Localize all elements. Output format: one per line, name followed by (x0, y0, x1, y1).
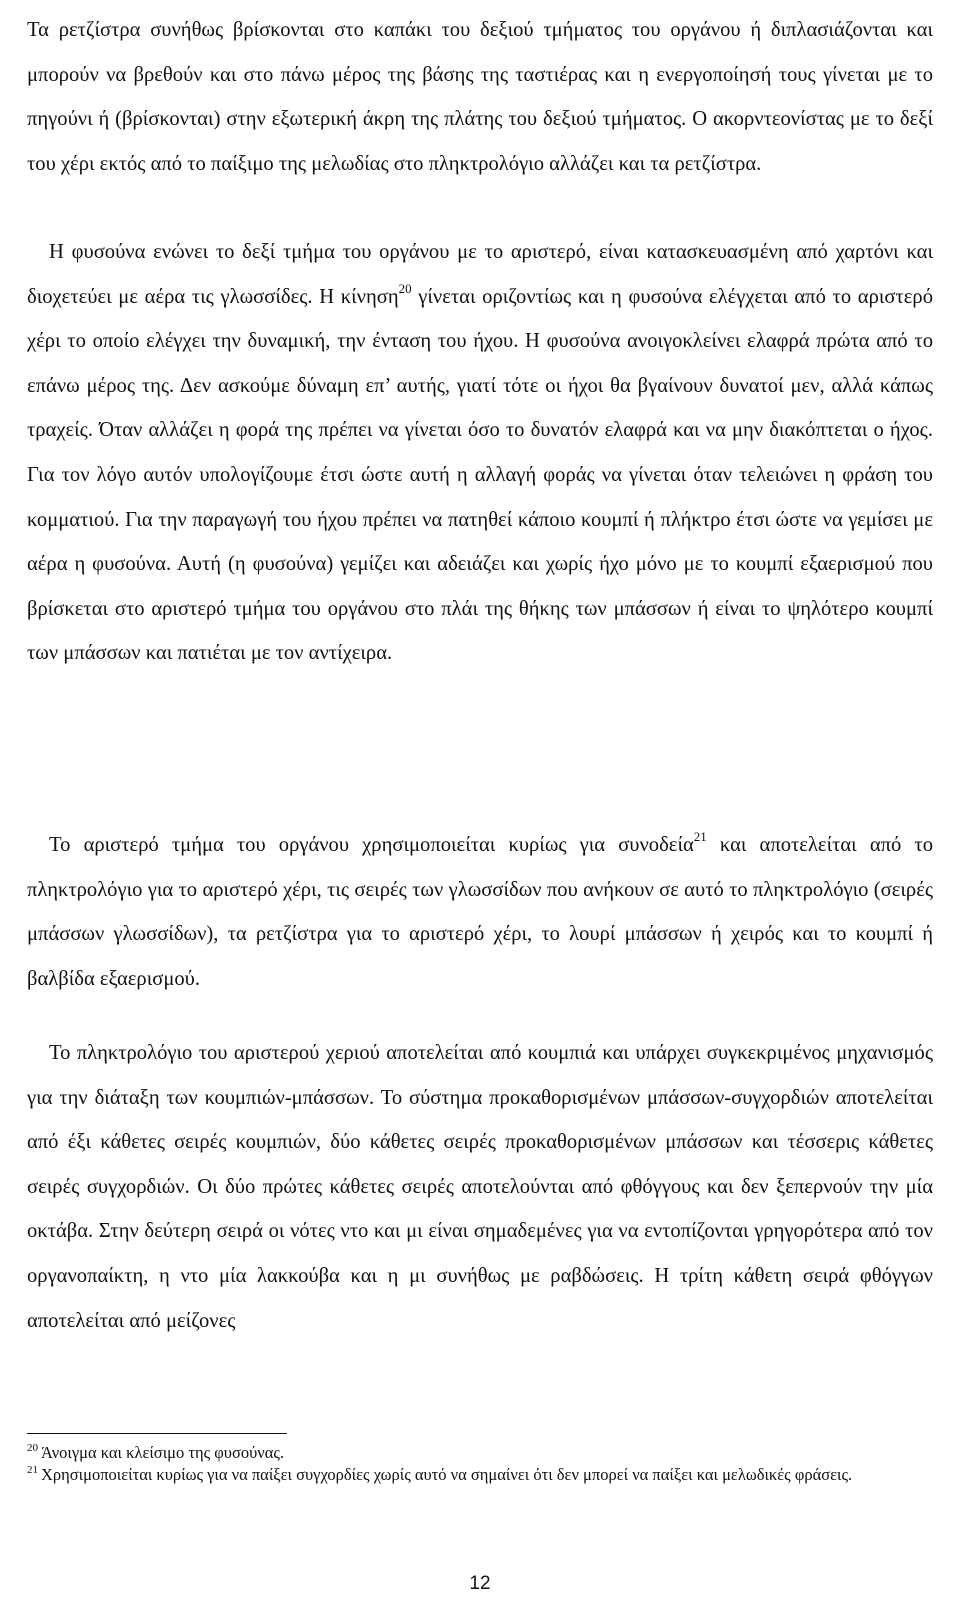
paragraph-bellows-text-b: γίνεται οριζοντίως και η φυσούνα ελέγχεται από το αριστερό χέρι το οποίο ελέγχει την δυναμική, την ένταση του ήχου. Η φυσούνα ανοιγοκλείνει ελαφρά πρώτα από το επάνω μέρος της. Δεν ασκούμε δύναμη επ’ αυτής, γιατί τότε οι ήχοι θα βγαίνουν δυνατοί μεν, αλλά κάπως τραχείς. Όταν αλλάζει η φορά της πρέπει να γίνεται όσο το δυνατόν ελαφρά και να μην διακόπτεται ο ήχος. Για τον λόγο αυτόν υπολογίζουμε έτσι ώστε αυτή η αλλαγή φοράς να γίνεται όταν τελειώνει η φράση του κομματιού. Για την παραγωγή του ήχου πρέπει να πατηθεί κάποιο κουμπί ή πλήκτρο έτσι ώστε να γεμίσει με αέρα η φυσούνα. Αυτή (η φυσούνα) γεμίζει και αδειάζει και χωρίς ήχο μόνο με το κουμπί εξαερισμού που βρίσκεται στο αριστερό τμήμα του οργάνου στο πλάι της θήκης των μπάσσων ή είναι το ψηλότερο κουμπί των μπάσσων και πατιέται με τον αντίχειρα. (27, 285, 933, 665)
footnote-text: Χρησιμοποιείται κυρίως για να παίξει συγχορδίες χωρίς αυτό να σημαίνει ότι δεν μπορεί να παίξει και μελωδικές φράσεις. (41, 1465, 853, 1484)
paragraph-left-section-text-a: Το αριστερό τμήμα του οργάνου χρησιμοποιείται κυρίως για συνοδεία (49, 834, 694, 856)
footnote-number: 21 (27, 1463, 38, 1476)
footnotes (27, 1442, 933, 1486)
footnote-ref-20: 20 (398, 280, 412, 296)
footnote-21 (27, 1464, 933, 1486)
paragraph-left-section-text-b: και αποτελείται από το πληκτρολόγιο για το αριστερό χέρι, τις σειρές των γλωσσίδων που ανήκουν σε αυτό το πληκτρολόγιο (σειρές μπάσσων γλωσσίδων), τα ρετζίστρα για το αριστερό χέρι, το λουρί μπάσσων ή χειρός και το κουμπί ή βαλβίδα εξαερισμού. (27, 834, 933, 990)
footnote-ref-21: 21 (693, 829, 707, 845)
footnote-20 (27, 1442, 933, 1464)
paragraph-registers: Τα ρετζίστρα συνήθως βρίσκονται στο καπάκι του δεξιού τμήματος του οργάνου ή διπλασιάζονται και μπορούν να βρεθούν και στο πάνω μέρος της βάσης της ταστιέρας και η ενεργοποίησή τους γίνεται με το πηγούνι ή (βρίσκονται) στην εξωτερική άκρη της πλάτης του δεξιού τμήματος. Ο ακορντεονίστας με το δεξί του χέρι εκτός από το παίξιμο της μελωδίας στο πληκτρολόγιο αλλάζει και τα ρετζίστρα. (27, 19, 933, 175)
footnote-number: 20 (27, 1441, 38, 1454)
paragraph-left-keyboard: Το πληκτρολόγιο του αριστερού χεριού αποτελείται από κουμπιά και υπάρχει συγκεκριμένος μηχανισμός για την διάταξη των κουμπιών-μπάσσων. Το σύστημα προκαθορισμένων μπάσσων-συγχορδιών αποτελείται από έξι κάθετες σειρές κουμπιών, δύο κάθετες σειρές προκαθορισμένων μπάσσων και τέσσερις κάθετες σειρές συγχορδιών. Οι δύο πρώτες κάθετες σειρές αποτελούνται από φθόγγους και δεν ξεπερνούν την μία οκτάβα. Στην δεύτερη σειρά οι νότες ντο και μι είναι σημαδεμένες για να εντοπίζονται γρηγορότερα από τον οργανοπαίκτη, η ντο μία λακκούβα και η μι συνήθως με ραβδώσεις. Η τρίτη κάθετη σειρά φθόγγων αποτελείται από μείζονες (27, 1042, 933, 1332)
paragraph-bellows (27, 230, 933, 676)
paragraph-bellows-text-a: Η φυσούνα ενώνει το δεξί τμήμα του οργάνου με το αριστερό, είναι κατασκευασμένη από χαρτόνι και διοχετεύει με αέρα τις γλωσσίδες. Η κίνηση (27, 241, 933, 308)
footnote-separator (27, 1433, 287, 1434)
footnote-text: Άνοιγμα και κλείσιμο της φυσούνας. (41, 1443, 285, 1462)
paragraph-left-section (27, 823, 933, 1001)
page-number: 12 (469, 1573, 491, 1594)
